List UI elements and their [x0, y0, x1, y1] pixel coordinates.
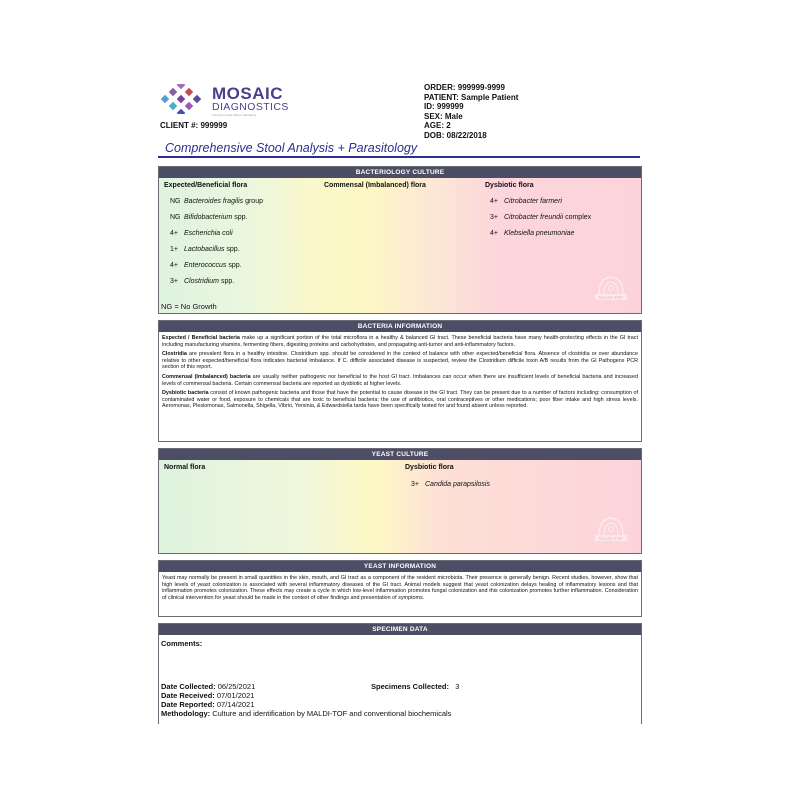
- methodology: Methodology: Culture and identification by MALDI-TOF and conventional biochemicals: [161, 709, 452, 718]
- bacteriology-culture-section: [158, 166, 642, 314]
- col-yeast-dysbiotic-heading: Dysbiotic flora: [405, 464, 454, 471]
- order-number: ORDER: 999999-9999: [424, 83, 505, 92]
- bacteria-info-paragraph: Clostridia are prevalent flora in a healthy intestine. Clostridium spp. should be considered in the context of balance with other expected/beneficial flora. Absence of clostridia or over abundance relative to other expected/beneficial flora indicates bacterial imbalance. If C. difficile associated disease is suspected, review the Clostridium difficile toxin A/B results from the GI Pathogens PCR section of this report.: [162, 351, 638, 371]
- list-item: 3+ Clostridium spp.: [170, 278, 235, 285]
- title-divider: [158, 156, 640, 158]
- ng-legend: NG = No Growth: [161, 302, 217, 311]
- list-item: 1+ Lactobacillus spp.: [170, 246, 240, 253]
- list-item: 4+ Klebsiella pneumoniae: [490, 230, 575, 237]
- patient-sex: SEX: Male: [424, 111, 463, 121]
- maldi-tof-stamp-icon: [591, 274, 631, 304]
- patient-name: PATIENT: Sample Patient: [424, 92, 519, 102]
- bacteria-info-heading: BACTERIA INFORMATION: [159, 321, 641, 332]
- col-normal-heading: Normal flora: [164, 464, 206, 471]
- yeast-info-paragraph: Yeast may normally be present in small quantities in the skin, mouth, and GI tract as a component of the resident microbiota. Their presence is generally benign. Recent studies, however, show that high levels of yeast colonization is associated with several inflammatory diseases of the GI tract. Animal models suggest that yeast colonization delays healing of inflammatory lesions and that inflammation promotes colonization. These effects may create a cycle in which low-level inflammation promotes fungal colonization and this colonization promotes further inflammation. Consideration of clinical intervention for yeast should be made in the context of other findings and presentation of symptoms.: [162, 575, 638, 601]
- date-received: Date Received: 07/01/2021: [161, 691, 255, 700]
- bacteriology-heading: BACTERIOLOGY CULTURE: [159, 167, 641, 178]
- bacteria-information-section: [158, 320, 642, 442]
- comments-label: Comments:: [161, 639, 203, 648]
- list-item: 4+ Enterococcus spp.: [170, 262, 242, 269]
- logo-mark-icon: [160, 84, 208, 114]
- col-dysbiotic-heading: Dysbiotic flora: [485, 182, 534, 189]
- logo-text-mosaic: MOSAIC: [212, 84, 283, 103]
- patient-dob: DOB: 08/22/2018: [424, 130, 487, 140]
- maldi-tof-stamp-icon: [591, 515, 631, 545]
- bacteria-info-paragraph: Dysbiotic bacteria consist of known pathogenic bacteria and those that have the potential to cause disease in the GI tract. They can be present due to a number of factors including: consumption of contaminated water or food, exposure to chemicals that are toxic to beneficial bacteria; the use of antibiotics, oral contraceptives or other medications; poor fiber intake and high stress levels. Aeromonas, Plesiomonas, Salmonella, Shigella, Vibrio, Yersinia, & Edwardsiella tarda have been specifically tested for and found absent unless reported.: [162, 390, 638, 410]
- bacteria-info-paragraph: Commensal (Imbalanced) bacteria are usually neither pathogenic nor beneficial to the host GI tract. Imbalances can occur when there are insufficient levels of beneficial bacteria and increased levels of commensal bacteria. Certain commensal bacteria are reported as dysbiotic at higher levels.: [162, 373, 639, 387]
- logo-tagline: Formerly Great Plains Laboratory: [212, 113, 257, 117]
- list-item: NG Bifidobacterium spp.: [170, 214, 248, 221]
- patient-info: [424, 83, 518, 141]
- client-number: CLIENT #: 999999: [160, 121, 228, 130]
- yeast-info-heading: YEAST INFORMATION: [159, 561, 641, 572]
- report-title: Comprehensive Stool Analysis + Parasitology: [165, 141, 418, 155]
- stamp-text: MALDI-TOF: [598, 295, 624, 300]
- specimen-heading: SPECIMEN DATA: [159, 624, 641, 635]
- list-item: 3+ Candida parapsilosis: [411, 481, 490, 488]
- yeast-information-section: [158, 560, 642, 617]
- bacteria-info-paragraph: Expected / Beneficial bacteria make up a significant portion of the total microflora in a healthy & balanced GI tract. These beneficial bacteria have many health-protecting effects in the GI tract including manufacturing vitamins, fermenting fibers, digesting proteins and carbohydrates, and propagating anti-tumor and anti-inflammatory factors.: [162, 335, 638, 348]
- list-item: 4+ Escherichia coli: [170, 230, 233, 237]
- col-beneficial-heading: Expected/Beneficial flora: [164, 182, 248, 189]
- col-commensal-heading: Commensal (Imbalanced) flora: [324, 182, 426, 189]
- logo-text-diagnostics: DIAGNOSTICS: [212, 101, 289, 113]
- yeast-culture-body: [159, 460, 641, 553]
- specimen-data-section: [158, 623, 642, 724]
- list-item: 3+ Citrobacter freundii complex: [490, 214, 592, 221]
- specimens-collected: Specimens Collected: 3: [371, 682, 460, 691]
- mosaic-logo: [160, 84, 290, 117]
- list-item: NG Bacteroides fragilis group: [170, 198, 263, 205]
- date-collected: Date Collected: 06/25/2021: [161, 682, 256, 691]
- yeast-culture-heading: YEAST CULTURE: [159, 449, 641, 460]
- patient-id: ID: 999999: [424, 102, 464, 112]
- yeast-culture-section: [158, 448, 642, 554]
- list-item: 4+ Citrobacter farmeri: [490, 198, 562, 205]
- stamp-text: MALDI-TOF: [598, 536, 624, 541]
- date-reported: Date Reported: 07/14/2021: [161, 700, 255, 709]
- bacteriology-body: [159, 178, 641, 313]
- patient-age: AGE: 2: [424, 121, 451, 131]
